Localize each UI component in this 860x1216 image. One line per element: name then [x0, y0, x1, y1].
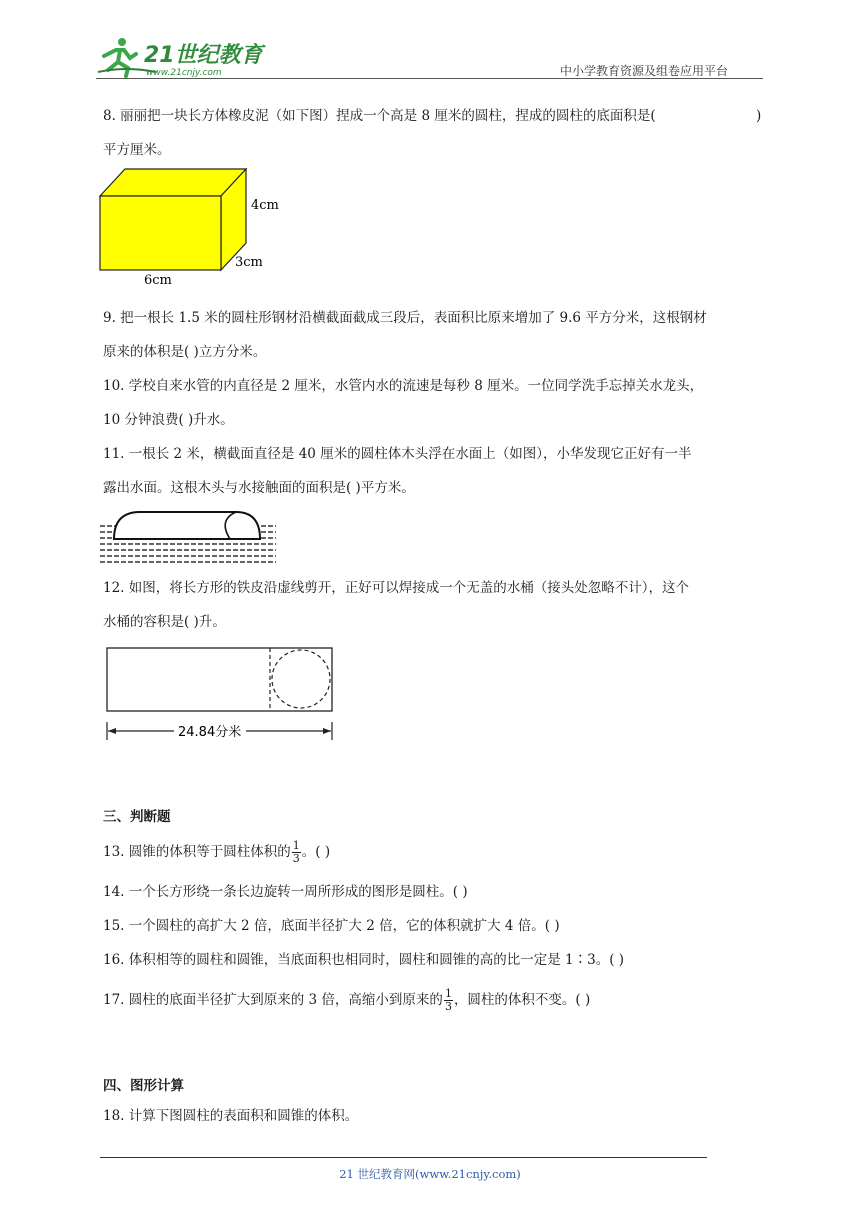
- site-logo: [96, 36, 266, 80]
- q17-text: 17. 圆柱的底面半径扩大到原来的 3 倍，高缩小到原来的: [103, 992, 443, 1008]
- platform-name: 中小学教育资源及组卷应用平台: [560, 64, 729, 78]
- q15: 15. 一个圆柱的高扩大 2 倍，底面半径扩大 2 倍，它的体积就扩大 4 倍。( ): [103, 918, 560, 934]
- sheet-rectangle: [107, 648, 332, 711]
- q18: 18. 计算下图圆柱的表面积和圆锥的体积。: [103, 1108, 359, 1124]
- q11-line2: 露出水面。这根木头与水接触面的面积是( )平方米。: [103, 480, 415, 496]
- q16: 16. 体积相等的圆柱和圆锥，当底面积也相同时，圆柱和圆锥的高的比一定是 1∶3。( ): [103, 952, 625, 968]
- q17: [103, 988, 590, 1013]
- sheet-length-label: 24.84分米: [178, 725, 242, 740]
- q13-blank: 。( ): [301, 844, 331, 860]
- q13-fraction: [292, 840, 301, 865]
- q8-blank-close: ): [756, 108, 762, 124]
- q10-line2: 10 分钟浪费( )升水。: [103, 412, 234, 428]
- q12-line1: 12. 如图，将长方形的铁皮沿虚线剪开，正好可以焊接成一个无盖的水桶（接头处忽略不计），这个: [103, 580, 690, 596]
- section3-title: 三、判断题: [103, 809, 171, 825]
- sheet-figure: [100, 642, 340, 742]
- q11-line1: 11. 一根长 2 米，横截面直径是 40 厘米的圆柱体木头浮在水面上（如图），小华发现它正好有一半: [103, 446, 692, 462]
- q17-fraction: [444, 988, 453, 1013]
- arrow-left-icon: [108, 728, 116, 734]
- q13-frac-den: 3: [292, 852, 300, 865]
- q14: 14. 一个长方形绕一条长边旋转一周所形成的图形是圆柱。( ): [103, 884, 468, 900]
- header-divider: [96, 78, 763, 79]
- q8-line2: 平方厘米。: [103, 142, 171, 158]
- cuboid-figure: [96, 165, 286, 290]
- footer-text: 21 世纪教育网(www.21cnjy.com): [339, 1167, 521, 1181]
- q10-line1: 10. 学校自来水管的内直径是 2 厘米，水管内水的流速是每秒 8 厘米。一位同学洗手忘掉关水龙头，: [103, 378, 704, 394]
- arrow-right-icon: [323, 728, 331, 734]
- cuboid-length-label: 6cm: [144, 273, 172, 288]
- q9-line2: 原来的体积是( )立方分米。: [103, 344, 267, 360]
- logo-url: www.21cnjy.com: [146, 68, 222, 78]
- q13-frac-num: 1: [292, 839, 300, 852]
- q17-frac-den: 3: [444, 1000, 452, 1013]
- cuboid-height-label: 4cm: [251, 198, 279, 213]
- q17-blank: ，圆柱的体积不变。( ): [453, 992, 591, 1008]
- footer-divider: [100, 1157, 707, 1158]
- cuboid-depth-label: 3cm: [235, 255, 263, 270]
- floating-log-figure: [100, 506, 280, 566]
- q13: [103, 840, 330, 865]
- logo-text: 21世纪教育: [144, 43, 263, 68]
- q9-line1: 9. 把一根长 1.5 米的圆柱形钢材沿横截面截成三段后，表面积比原来增加了 9.6 平方分米，这根钢材: [103, 310, 707, 326]
- section4-title: 四、图形计算: [103, 1078, 184, 1094]
- q12-line2: 水桶的容积是( )升。: [103, 614, 226, 630]
- q13-text: 13. 圆锥的体积等于圆柱体积的: [103, 844, 291, 860]
- cuboid-front: [100, 196, 221, 270]
- q17-frac-num: 1: [444, 987, 452, 1000]
- log-body: [114, 512, 260, 539]
- q8-line1: 8. 丽丽把一块长方体橡皮泥（如下图）捏成一个高是 8 厘米的圆柱，捏成的圆柱的底面积是(: [103, 108, 656, 124]
